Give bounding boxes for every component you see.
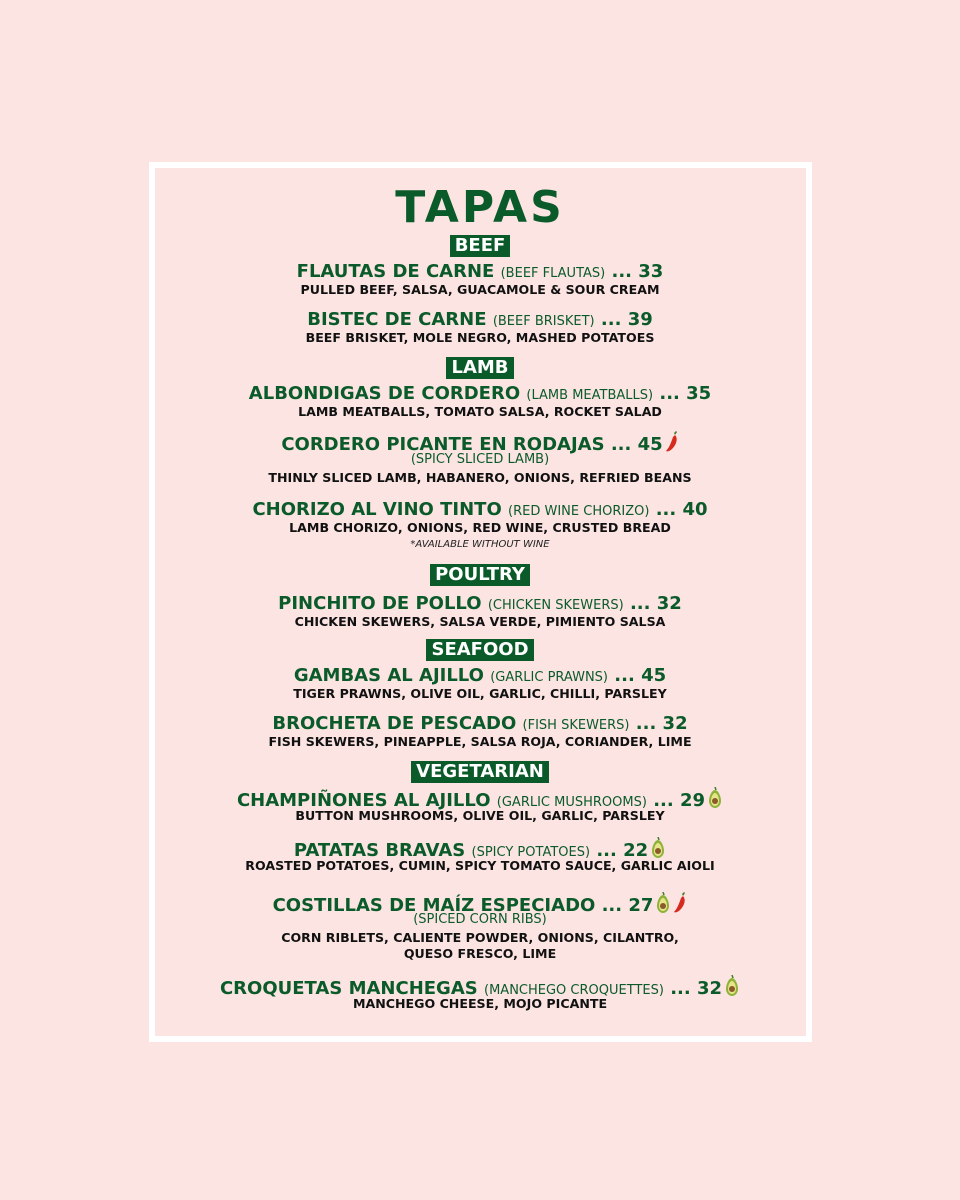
- dish-price: ... 32: [635, 713, 688, 734]
- dish-description: BEEF BRISKET, MOLE NEGRO, MASHED POTATOES: [305, 330, 655, 345]
- dish-translation: (SPICY SLICED LAMB): [410, 452, 550, 467]
- dish-name: CHORIZO AL VINO TINTO: [252, 499, 502, 520]
- dish-price: ... 40: [655, 499, 708, 520]
- section-poultry: POULTRY: [430, 564, 530, 586]
- dish-price: ... 45: [610, 434, 663, 455]
- dish-name: COSTILLAS DE MAÍZ ESPECIADO: [272, 895, 596, 916]
- dish-price: ... 39: [600, 309, 653, 330]
- dish-description: TIGER PRAWNS, OLIVE OIL, GARLIC, CHILLI, PARSLEY: [293, 686, 667, 701]
- section-lamb: LAMB: [446, 357, 513, 379]
- dish-price: ... 45: [614, 665, 667, 686]
- menu-title: TAPAS: [395, 182, 565, 233]
- dish-price: ... 32: [629, 593, 682, 614]
- dish-name: CORDERO PICANTE EN RODAJAS: [281, 434, 605, 455]
- dish-name: ALBONDIGAS DE CORDERO: [248, 383, 521, 404]
- dish-translation: (LAMB MEATBALLS): [526, 388, 654, 403]
- dish-name: GAMBAS AL AJILLO: [293, 665, 484, 686]
- dish-name: BISTEC DE CARNE: [307, 309, 487, 330]
- dish-price: ... 32: [670, 978, 723, 999]
- dish-translation: (SPICED CORN RIBS): [413, 912, 547, 927]
- dish-translation: (BEEF BRISKET): [492, 314, 595, 329]
- dish-name: CROQUETAS MANCHEGAS: [219, 978, 478, 999]
- dish-translation: (BEEF FLAUTAS): [500, 266, 606, 281]
- dish-description: CHICKEN SKEWERS, SALSA VERDE, PIMIENTO SALSA: [294, 614, 666, 629]
- dish-description: CORN RIBLETS, CALIENTE POWDER, ONIONS, CILANTRO,: [281, 930, 679, 945]
- dish-translation: (GARLIC PRAWNS): [490, 670, 609, 685]
- dish-description: ROASTED POTATOES, CUMIN, SPICY TOMATO SAUCE, GARLIC AIOLI: [245, 858, 715, 873]
- dish-name: BROCHETA DE PESCADO: [272, 713, 517, 734]
- dish-price: ... 27: [601, 895, 654, 916]
- dish-price: ... 22: [596, 840, 649, 861]
- dish-description: LAMB CHORIZO, ONIONS, RED WINE, CRUSTED BREAD: [289, 520, 671, 535]
- dish-description: LAMB MEATBALLS, TOMATO SALSA, ROCKET SALAD: [298, 404, 662, 419]
- dish-name: PATATAS BRAVAS: [293, 840, 466, 861]
- dish-description: FISH SKEWERS, PINEAPPLE, SALSA ROJA, CORIANDER, LIME: [268, 734, 692, 749]
- dish-description: MANCHEGO CHEESE, MOJO PICANTE: [352, 996, 608, 1011]
- dish-translation: (MANCHEGO CROQUETTES): [484, 983, 664, 998]
- dish-description: PULLED BEEF, SALSA, GUACAMOLE & SOUR CREAM: [300, 282, 660, 297]
- dish-translation: (CHICKEN SKEWERS): [487, 598, 624, 613]
- section-beef: BEEF: [450, 235, 511, 257]
- dish-translation: (FISH SKEWERS): [522, 718, 630, 733]
- dish-price: ... 33: [611, 261, 664, 282]
- dish-price: ... 29: [653, 790, 706, 811]
- dish-translation: (SPICY POTATOES): [471, 845, 591, 860]
- section-seafood: SEAFOOD: [426, 639, 533, 661]
- dish-translation: (RED WINE CHORIZO): [508, 504, 650, 519]
- dish-name: PINCHITO DE POLLO: [278, 593, 482, 614]
- dish-name: FLAUTAS DE CARNE: [296, 261, 495, 282]
- dish-name: CHAMPIÑONES AL AJILLO: [236, 790, 491, 811]
- dish-description: BUTTON MUSHROOMS, OLIVE OIL, GARLIC, PARSLEY: [295, 808, 665, 823]
- dish-description: THINLY SLICED LAMB, HABANERO, ONIONS, REFRIED BEANS: [268, 470, 692, 485]
- dish-description: QUESO FRESCO, LIME: [403, 946, 557, 961]
- section-vegetarian: VEGETARIAN: [411, 761, 549, 783]
- dish-price: ... 35: [659, 383, 712, 404]
- dish-translation: (GARLIC MUSHROOMS): [496, 795, 647, 810]
- dish-note: *AVAILABLE WITHOUT WINE: [410, 539, 550, 550]
